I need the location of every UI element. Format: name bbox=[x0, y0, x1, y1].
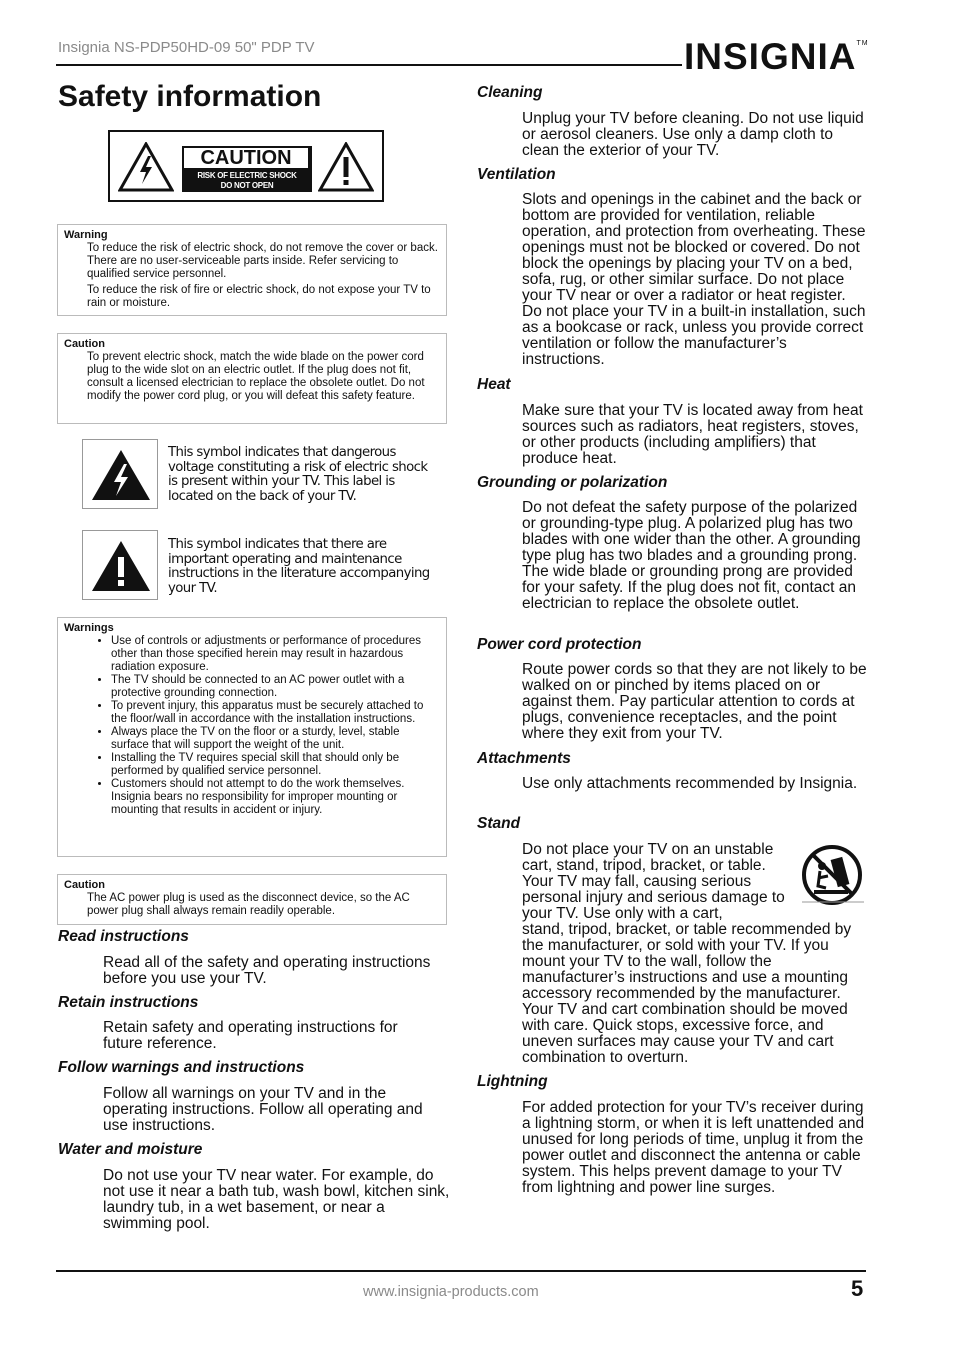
caution-box bbox=[57, 333, 447, 424]
stand-text-top: Do not place your TV on an unstable cart, stand, tripod, bracket, or table. Your TV may fall, causing serious personal injury and serious damage to your TV. Use only with a cart, bbox=[522, 841, 785, 922]
read-instructions-heading: Read instructions bbox=[58, 928, 189, 945]
lightning-heading: Lightning bbox=[477, 1073, 548, 1090]
warnings-list-item: • To prevent injury, this apparatus must be securely attached to the floor/wall in accordance with the installation instructions. bbox=[111, 700, 438, 726]
lightning-symbol-text: This symbol indicates that dangerous voltage constituting a risk of electric shock is present within your TV. This label is located on the back of your TV. bbox=[168, 445, 428, 504]
caution-banner bbox=[108, 130, 384, 202]
lightning-symbol-box bbox=[82, 439, 158, 509]
warnings-label: Warnings bbox=[64, 622, 114, 634]
caution-text: The AC power plug is used as the disconnect device, so the AC power plug shall always remain readily operable. bbox=[87, 892, 410, 917]
grounding-text: Do not defeat the safety purpose of the polarized or grounding-type plug. A polarized plug has two blades with one wider than the other. A grounding type plug has two blades and a grounding prong. The wide blade or grounding prong are provided for your safety. If the plug does not fit, contact an electrician to replace the obsolete outlet. bbox=[522, 499, 861, 612]
exclamation-symbol-box bbox=[82, 530, 158, 600]
logo-text: INSIGNIA bbox=[684, 36, 857, 77]
exclamation-warning-icon bbox=[318, 142, 374, 192]
warnings-list-item: • Installing the TV requires special skill that should only be performed by qualified service personnel. bbox=[111, 752, 438, 778]
stand-text-rest: stand, tripod, bracket, or table recommended by the manufacturer, or sold with your TV. If you mount your TV to the wall, follow the manufacturer’s instructions and use a mounting accessory recommended by the manufacturer. Your TV and cart combination should be moved with care. Quick stops, excessive force, and uneven surfaces may cause your TV and cart combination to overturn. bbox=[522, 921, 852, 1066]
caution-label bbox=[182, 146, 312, 192]
warnings-list bbox=[64, 635, 438, 817]
retain-instructions-text: Retain safety and operating instructions for future reference. bbox=[103, 1019, 398, 1052]
ventilation-text: Slots and openings in the cabinet and the back or bottom are provided for ventilation, reliable operation, and protection from overheating. These openings must not be blocked or covered. Do not block the openings by placing your TV on a bed, sofa, rug, or other similar surface. Do not place your TV near or over a radiator or heat register. Do not place your TV in a built-in installation, such as a bookcase or rack, unless you provide correct ventilation or follow the manufacturer’s instructions. bbox=[522, 191, 866, 368]
caution-line-1: RISK OF ELECTRIC SHOCK bbox=[197, 171, 297, 180]
power-cord-text: Route power cords so that they are not likely to be walked on or pinched by items placed on or against them. Pay particular attention to cords at plugs, convenience receptacles, and the point where they exit from your TV. bbox=[522, 661, 867, 742]
lightning-text: For added protection for your TV’s receiver during a lightning storm, or when it is left unattended and unused for long periods of time, unplug it from the power outlet and disconnect the antenna or cable system. This helps prevent damage to your TV from lightning and power line surges. bbox=[522, 1099, 865, 1196]
attachments-text: Use only attachments recommended by Insignia. bbox=[522, 775, 858, 792]
read-instructions-text: Read all of the safety and operating instructions before you use your TV. bbox=[103, 954, 431, 987]
warnings-box bbox=[57, 617, 447, 857]
caution-heading: CAUTION bbox=[184, 148, 308, 168]
ventilation-heading: Ventilation bbox=[477, 166, 556, 183]
warning-label: Warning bbox=[64, 229, 108, 241]
water-moisture-text: Do not use your TV near water. For example, do not use it near a bath tub, wash bowl, kitchen sink, laundry tub, in a wet basement, or near a swimming pool. bbox=[103, 1167, 450, 1232]
caution-text: To prevent electric shock, match the wide blade on the power cord plug to the wide slot on an electric outlet. If the plug does not fit, consult a licensed electrician to replace the obsolete outlet. Do not modify the power cord plug, or you will defeat this safety feature. bbox=[87, 351, 425, 402]
cleaning-heading: Cleaning bbox=[477, 84, 543, 101]
header-rule bbox=[56, 64, 682, 66]
page-title: Safety information bbox=[58, 80, 322, 113]
warnings-list-item: • The TV should be connected to an AC power outlet with a protective grounding connection. bbox=[111, 674, 438, 700]
cleaning-text: Unplug your TV before cleaning. Do not use liquid or aerosol cleaners. Use only a damp cloth to clean the exterior of your TV. bbox=[522, 110, 864, 159]
power-cord-heading: Power cord protection bbox=[477, 636, 642, 653]
warnings-list-item: • Customers should not attempt to do the work themselves. Insignia bears no responsibility for improper mounting or mounting that results in accident or injury. bbox=[111, 778, 438, 817]
heat-heading: Heat bbox=[477, 376, 511, 393]
caution-line-2: DO NOT OPEN bbox=[220, 181, 274, 190]
grounding-heading: Grounding or polarization bbox=[477, 474, 668, 491]
water-moisture-heading: Water and moisture bbox=[58, 1141, 203, 1158]
follow-warnings-heading: Follow warnings and instructions bbox=[58, 1059, 305, 1076]
lightning-warning-icon bbox=[118, 142, 174, 192]
follow-warnings-text: Follow all warnings on your TV and in the operating instructions. Follow all operating and use instructions. bbox=[103, 1085, 423, 1134]
logo-tm: TM bbox=[856, 40, 869, 47]
caution-label: Caution bbox=[64, 338, 105, 350]
warning-text-1: To reduce the risk of electric shock, do not remove the cover or back. There are no user-serviceable parts inside. Refer servicing to qualified service personnel. bbox=[87, 242, 438, 280]
stand-heading: Stand bbox=[477, 815, 521, 832]
warnings-list-item: • Always place the TV on the floor or a sturdy, level, stable surface that will support the weight of the unit. bbox=[111, 726, 438, 752]
footer-rule bbox=[56, 1270, 866, 1272]
warning-box bbox=[57, 224, 447, 316]
page-number: 5 bbox=[851, 1276, 864, 1301]
power-plug-caution-box bbox=[57, 874, 447, 925]
lightning-triangle-icon bbox=[90, 448, 152, 502]
insignia-logo bbox=[684, 36, 869, 78]
attachments-heading: Attachments bbox=[477, 750, 571, 767]
warning-text-2: To reduce the risk of fire or electric shock, do not expose your TV to rain or moisture. bbox=[87, 284, 431, 309]
warnings-list-item: • Use of controls or adjustments or performance of procedures other than those specified herein may result in hazardous radiation exposure. bbox=[111, 635, 438, 674]
header-title: Insignia NS-PDP50HD-09 50" PDP TV bbox=[58, 39, 315, 56]
heat-text: Make sure that your TV is located away from heat sources such as radiators, heat registers, stoves, or other products (including amplifiers) that produce heat. bbox=[522, 402, 863, 467]
caution-label: Caution bbox=[64, 879, 105, 891]
exclamation-triangle-icon bbox=[90, 539, 152, 593]
cart-tip-over-icon bbox=[800, 844, 866, 906]
footer-url[interactable]: www.insignia-products.com bbox=[363, 1284, 539, 1300]
exclamation-symbol-text: This symbol indicates that there are important operating and maintenance instructions in the literature accompanying your TV. bbox=[168, 537, 430, 596]
retain-instructions-heading: Retain instructions bbox=[58, 994, 199, 1011]
